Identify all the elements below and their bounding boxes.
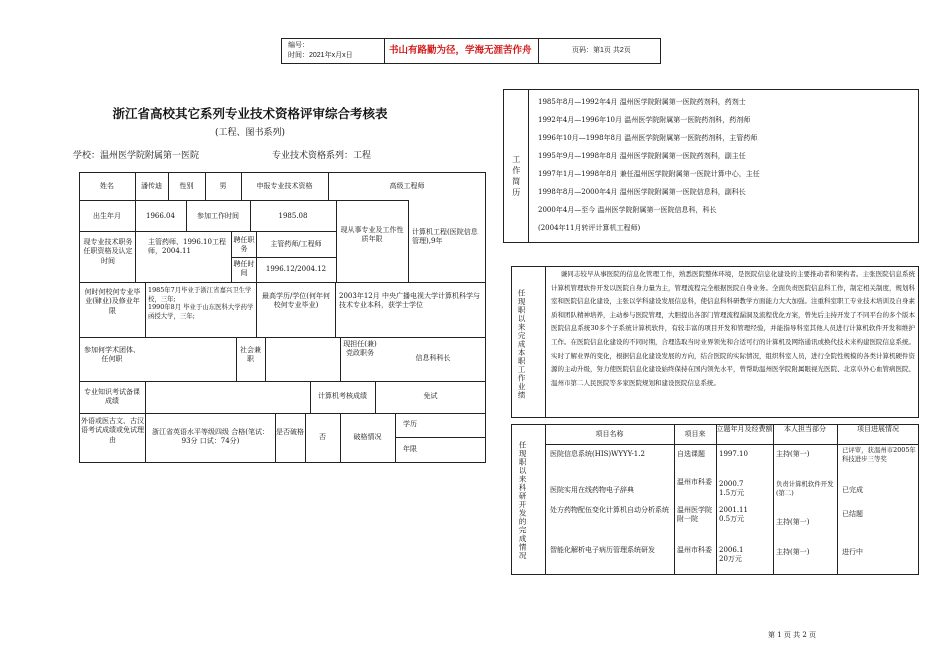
name-label: 姓名 (100, 182, 114, 190)
employ-value: 主管药师/工程师 (270, 240, 322, 248)
footer-page-number: 第 1 页 共 2 页 (768, 631, 817, 639)
research-row-1-source: 自选课题 (677, 450, 705, 458)
work-history-item: 1998年8月—2000年4月 温州医学院附属第一医院信息科，副科长 (538, 188, 746, 196)
edu2-label: 学历 (403, 420, 417, 428)
work-history-item: 1995年9月—1998年8月 温州医学院附属第一医院药剂科，副主任 (538, 152, 746, 160)
party-label: 现担任(兼)党政职务 (343, 340, 377, 358)
computer-value: 免试 (423, 392, 438, 400)
school-label: 学校：温州医学院附属第一医院 (73, 151, 200, 161)
social-label: 社会兼职 (240, 346, 261, 364)
research-row-2-source: 温州市科委 (677, 478, 712, 486)
exam-label: 专业知识考试备课成绩 (84, 388, 140, 406)
computer-label: 计算机考核成绩 (318, 392, 367, 400)
employ-time-label: 聘任时间 (233, 260, 255, 278)
research-row-3-role: 主持(第一) (776, 518, 810, 526)
work-start-label: 参加工作时间 (197, 212, 239, 220)
research-row-1-name: 医院信息系统(HIS)WYYY-1.2 (550, 450, 645, 458)
name-value: 潘传迪 (141, 182, 162, 190)
header-motto: 书山有路勤为径，学海无涯苦作舟 (389, 45, 532, 56)
break-label: 是否破格 (276, 428, 304, 436)
org-label: 参加何学术团体、任何职 (84, 346, 140, 364)
employ-label: 聘任职务 (233, 236, 255, 254)
research-row-1-progress: 已评审，获温州市2005年科技进步三等奖 (842, 446, 916, 463)
series-label: 专业技术资格系列：工程 (272, 151, 372, 161)
page-title: 浙江省高校其它系列专业技术资格评审综合考核表 (112, 106, 388, 121)
work-history-item: 1985年8月—1992年4月 温州医学院附属第一医院药剂科，药剂士 (538, 98, 746, 106)
research-row-3-date: 2001.11 0.5万元 (719, 506, 748, 524)
research-header-progress: 项目进展情况 (857, 425, 899, 433)
research-row-4-source: 温州市科委 (677, 546, 712, 554)
research-row-2-name: 医院实用在线药物电子辞典 (550, 486, 634, 494)
break-case-label: 破格情况 (353, 433, 382, 441)
performance-label: 任现职以来完成本职工作业绩 (517, 288, 527, 400)
work-history-item: 2000年4月—至今 温州医学院附属第一医院信息科，科长 (538, 206, 717, 214)
research-row-2-date: 2000.7 1.5万元 (719, 480, 745, 498)
research-row-2-progress: 已完成 (842, 486, 863, 494)
cur-title-value: 主管药师、1996.10工程师，2004.11 (148, 238, 226, 256)
apply-label: 申报专业技术资格 (256, 182, 313, 190)
birth-label: 出生年月 (93, 212, 121, 220)
research-row-4-date: 2006.1 20万元 (719, 546, 744, 564)
header-number-label: 编号： (288, 42, 309, 49)
research-row-4-name: 智能化解析电子病历管理系统研发 (550, 546, 655, 554)
research-row-1-date: 1997.10 (719, 450, 748, 458)
research-row-4-progress: 进行中 (842, 548, 863, 556)
edu-value: 1985年7月毕业于浙江省嘉兴卫生学校，三年; 1990年8月 毕业于山东医科大学药学函授大学，三年; (148, 286, 254, 320)
research-row-3-source: 温州医学院附一院 (677, 506, 712, 524)
work-history-item: 1996年10月—1998年8月 温州医学院附属第一医院药剂科，主管药师 (538, 134, 758, 142)
employ-time-value: 1996.12/2004.12 (265, 265, 327, 273)
degree-label: 最高学历/学位(何年何校何专业毕业) (261, 292, 331, 310)
work-history-item: 1997年1月—1998年8月 兼任温州医学院附属第一医院计算中心，主任 (538, 170, 760, 178)
research-label: 任现职以来科研开发的完成情况 (518, 440, 528, 560)
work-history-label: 工作简历 (511, 155, 521, 199)
header-date-label: 时间：2021年x月x日 (288, 52, 353, 59)
research-header-date: 立题年月及经费额 (716, 425, 773, 433)
party-value: 信息科科长 (415, 354, 451, 362)
apply-value: 高级工程师 (389, 182, 425, 190)
gender-value: 男 (219, 182, 227, 190)
header-page-info: 页码：第1页 共2页 (572, 47, 631, 54)
current-work-value: 计算机工程(医院信息管理),9年 (412, 228, 478, 246)
gender-label: 性别 (179, 182, 194, 190)
lang-label: 外语或医古文、古汉语考试成绩或免试理由 (81, 417, 144, 444)
research-row-2-role: 负责计算机软件开发(第二) (776, 480, 834, 497)
research-header-source: 项目来 (684, 430, 706, 438)
break-value: 否 (319, 433, 326, 441)
research-row-3-name: 处方药物配伍变化计算机自动分析系统 (550, 506, 669, 514)
research-row-3-progress: 已结题 (842, 510, 863, 518)
work-start-value: 1985.08 (278, 212, 308, 220)
current-work-label: 现从事专业及工作性质年限 (340, 226, 404, 244)
research-header-name: 项目名称 (595, 430, 624, 438)
work-history-item: 1992年4月—1996年10月 温州医学院附属第一医院药剂科，药剂师 (538, 116, 751, 124)
performance-text: 谦同志较早从事医院的信息化管理工作，熟悉医院整体环境，是医院信息化建设的主要推动者和架构者。主张医院信息系统计算机管理软件开发以医院自身力量为主，管理流程完全根据医院自身业务。全面负责医院信息科工作，制定相关制度，规划科室和医院信息化建设，主张以学科建设发展信息科，使信息科科研教学方面能力大大加强。注重科室职工专业技术培训及自身素质和团队精神培养，主动参与医院管理，大胆提出各部门管理流程漏洞及流程优化方案，曾先后主持开发了不同平台的多个版本医院信息系统30多个子系统计算机软件，有较丰富的项目开发和管理经验，并能指导科室其他人员进行计算机软件开发和维护工作。在医院信息化建设的不同时期，合理选取当时业界领先和合适可行的计算机及网络通讯或换代技术来构建医院信息系统。实时了解业界的变化，根据信息化建设发展的方向，结合医院的实际情况，组织科室人员，进行全院性规模的各类计算机硬件资源的主动升级，努力使医院信息化建设始终保持在国内领先水平，曾帮助温州医学院附属眼视光医院、北京阜外心血管病医院、温州市第二人民医院等多家医院规划和建设医院信息系统。 (551, 270, 915, 387)
lang-value: 浙江省英语水平等级四级 合格(笔试：93分 口试：74分) (152, 428, 269, 446)
research-header-role: 本人担当部分 (784, 425, 826, 433)
years-label: 年限 (403, 445, 417, 453)
degree-value: 2003年12月 中央广播电视大学计算机科学与技术专业本科，获学士学位 (339, 292, 480, 310)
work-history-item: (2004年11月转评计算机工程师) (538, 224, 641, 232)
page-subtitle: (工程、图书系列) (214, 128, 286, 138)
work-history-table (503, 89, 919, 243)
research-row-4-role: 主持(第一) (776, 548, 810, 556)
cur-title-label: 现专业技术职务任职资格及认定时间 (83, 238, 133, 265)
edu-label: 何时何校何专业毕业(肄业)及修业年限 (84, 288, 141, 315)
birth-value: 1966.04 (146, 212, 175, 220)
research-row-1-role: 主持(第一) (776, 450, 810, 458)
